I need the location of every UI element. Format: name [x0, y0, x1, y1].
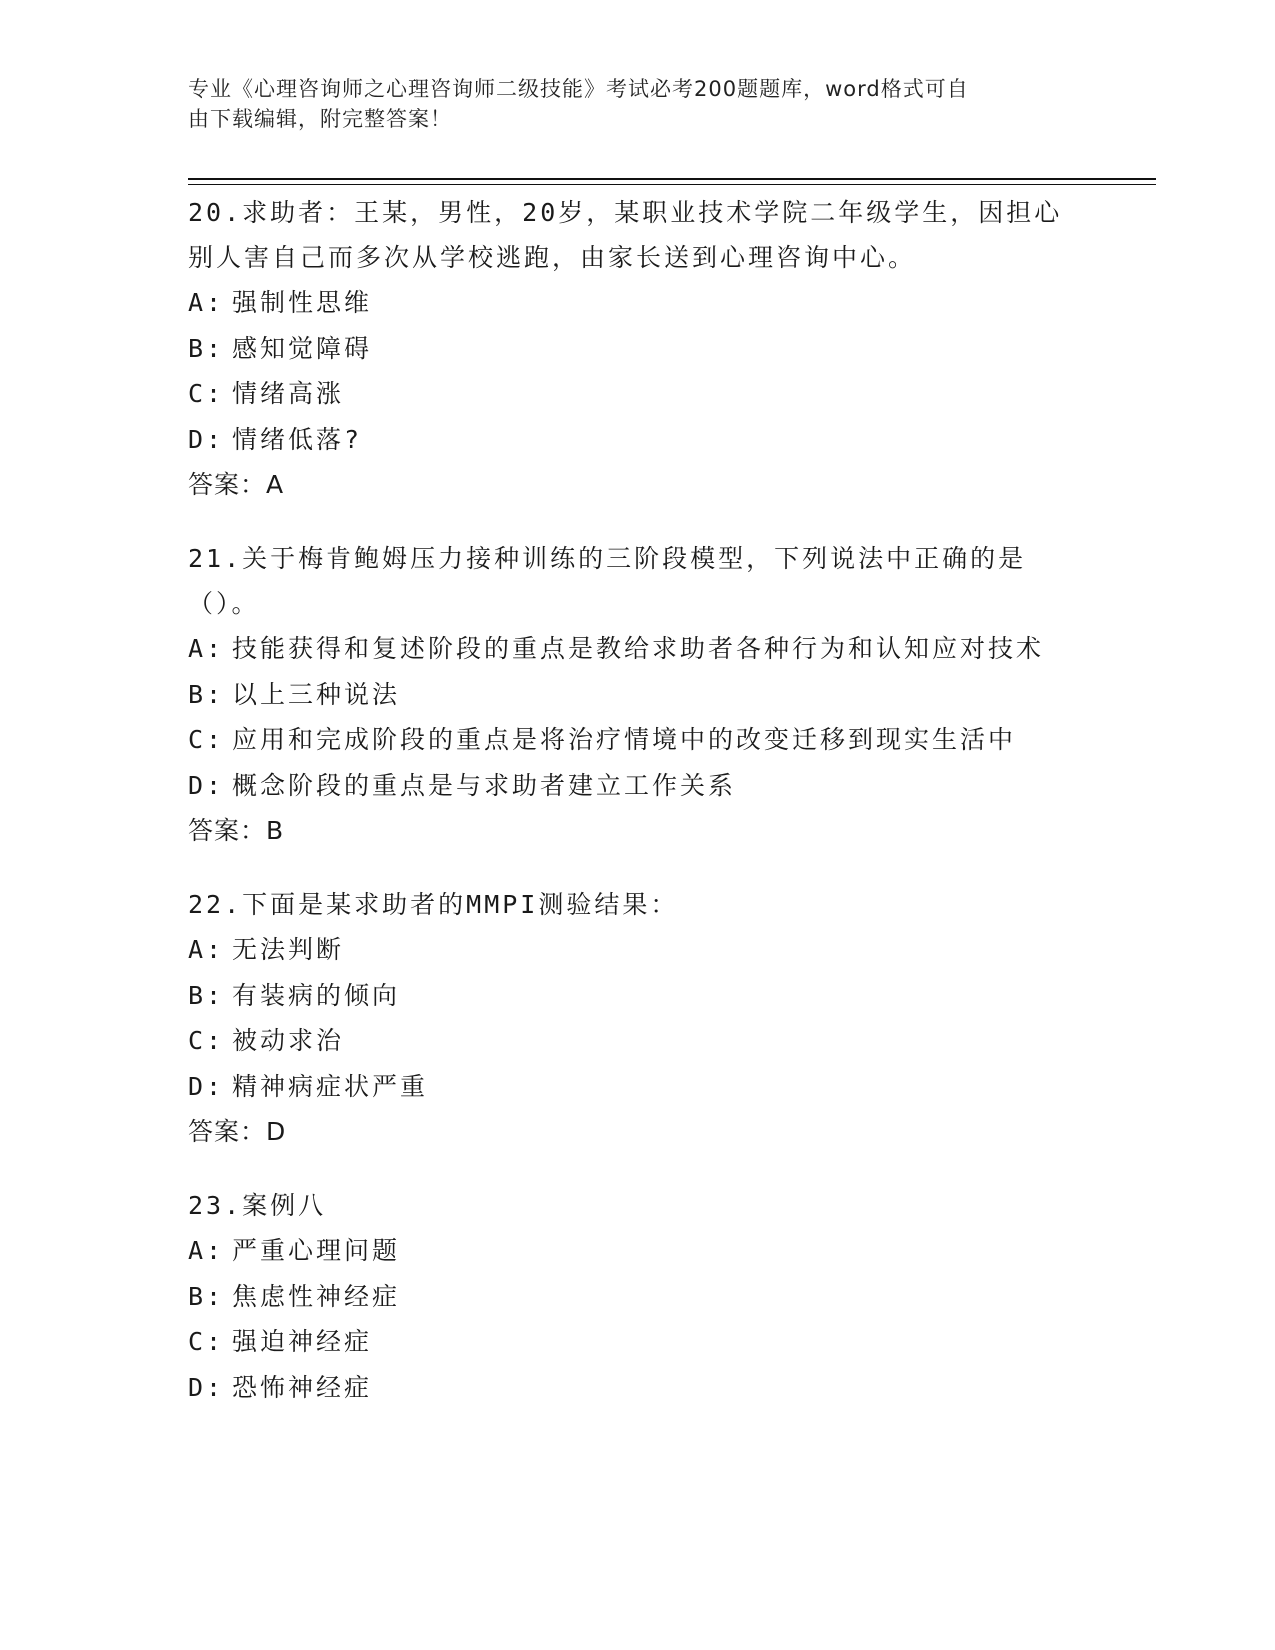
option-d [188, 417, 1088, 463]
question-22 [188, 882, 1088, 1155]
question-list [188, 190, 1088, 1438]
option-d [188, 763, 1088, 809]
answer-line: 答案：B [188, 816, 285, 845]
option-text: 以上三种说法 [232, 679, 401, 709]
option-b [188, 1274, 1088, 1320]
option-text: 严重心理问题 [232, 1236, 401, 1265]
option-key: A: [188, 935, 225, 964]
option-key: D: [188, 1071, 225, 1101]
answer-line: 答案：D [188, 1117, 287, 1146]
option-key: D: [188, 770, 225, 800]
question-stem: 21.关于梅肯鲍姆压力接种训练的三阶段模型，下列说法中正确的是（）。 [188, 544, 1027, 618]
option-text: 技能获得和复述阶段的重点是教给求助者各种行为和认知应对技术 [232, 634, 1045, 663]
option-text: 情绪高涨 [232, 379, 345, 408]
question-stem: 23.案例八 [188, 1191, 327, 1220]
option-key: C: [188, 1327, 225, 1356]
option-text: 强迫神经症 [232, 1327, 373, 1356]
header-rule-thick [188, 178, 1156, 180]
option-key: B: [188, 980, 225, 1010]
answer-line: 答案：A [188, 470, 285, 499]
option-a [188, 626, 1088, 672]
option-text: 情绪低落? [232, 424, 363, 454]
option-c [188, 1018, 1088, 1064]
option-key: C: [188, 1026, 225, 1055]
option-d [188, 1365, 1088, 1411]
option-key: B: [188, 679, 225, 709]
option-text: 精神病症状严重 [232, 1071, 429, 1101]
option-text: 有装病的倾向 [232, 980, 401, 1010]
option-c [188, 717, 1088, 763]
header-line-2: 由下载编辑，附完整答案！ [188, 107, 452, 131]
question-stem: 20.求助者：王某，男性，20岁，某职业技术学院二年级学生，因担心别人害自己而多次从学校逃跑，由家长送到心理咨询中心。 [188, 198, 1063, 272]
header-rule-thin [188, 184, 1156, 185]
option-text: 强制性思维 [232, 288, 373, 317]
option-key: B: [188, 1281, 225, 1311]
option-key: D: [188, 1372, 225, 1402]
question-20 [188, 190, 1088, 508]
option-key: C: [188, 725, 225, 754]
option-a [188, 927, 1088, 973]
option-text: 无法判断 [232, 935, 345, 964]
option-b [188, 973, 1088, 1019]
question-21 [188, 536, 1088, 854]
option-text: 被动求治 [232, 1026, 345, 1055]
header-line-1: 专业《心理咨询师之心理咨询师二级技能》考试必考200题题库，word格式可自 [188, 77, 969, 101]
option-b [188, 326, 1088, 372]
document-header [188, 74, 1088, 134]
question-23 [188, 1183, 1088, 1410]
option-c [188, 1319, 1088, 1365]
option-text: 概念阶段的重点是与求助者建立工作关系 [232, 770, 737, 800]
option-key: A: [188, 1236, 225, 1265]
option-a [188, 1228, 1088, 1274]
option-text: 恐怖神经症 [232, 1372, 373, 1402]
option-d [188, 1064, 1088, 1110]
question-stem: 22.下面是某求助者的MMPI测验结果： [188, 890, 679, 919]
option-key: D: [188, 424, 225, 454]
option-text: 焦虑性神经症 [232, 1281, 401, 1311]
option-c [188, 371, 1088, 417]
option-text: 应用和完成阶段的重点是将治疗情境中的改变迁移到现实生活中 [232, 725, 1017, 754]
option-a [188, 280, 1088, 326]
option-text: 感知觉障碍 [232, 333, 373, 363]
option-key: C: [188, 379, 225, 408]
option-key: B: [188, 333, 225, 363]
option-key: A: [188, 634, 225, 663]
option-b [188, 672, 1088, 718]
option-key: A: [188, 288, 225, 317]
